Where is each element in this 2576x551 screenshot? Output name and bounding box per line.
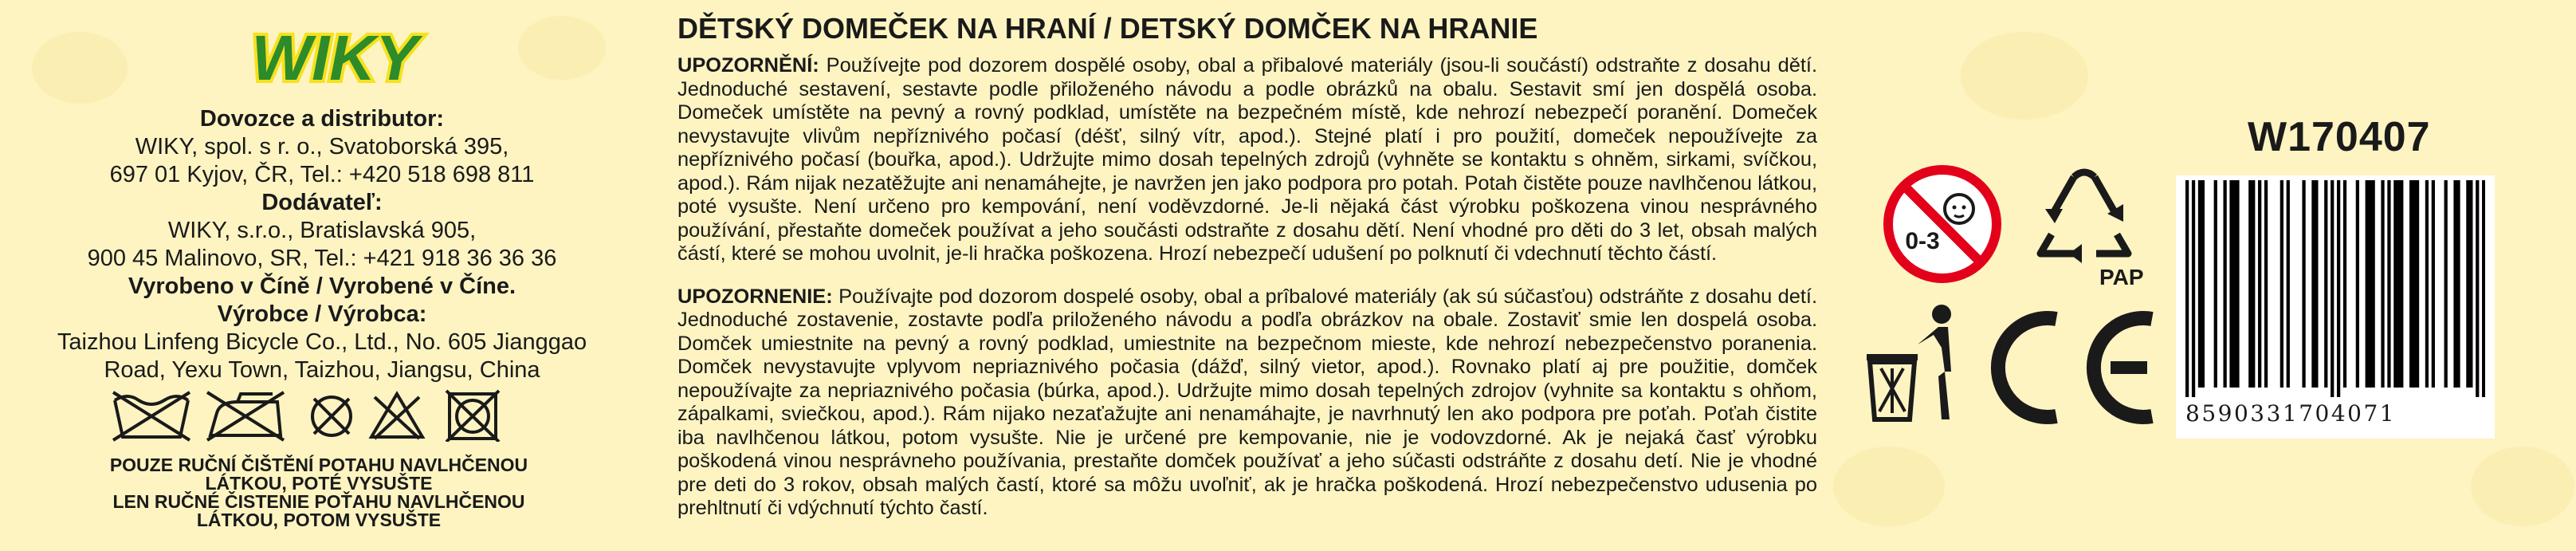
barcode-bar — [2214, 180, 2217, 388]
no-iron-icon — [207, 392, 284, 440]
barcode-bar — [2302, 180, 2305, 388]
recycle-label: PAP — [2099, 265, 2144, 289]
distributor-info — [11, 105, 633, 384]
background-decoration — [1961, 32, 2088, 120]
barcode-bar — [2409, 180, 2413, 388]
barcode-bar — [2469, 180, 2472, 388]
barcode-bar — [2432, 180, 2435, 388]
barcode-bar — [2229, 180, 2232, 388]
care-instructions — [80, 456, 558, 529]
barcode-bar — [2315, 180, 2318, 388]
no-tumble-dry-icon — [312, 397, 351, 435]
barcode-bar — [2236, 180, 2239, 388]
left-column — [0, 0, 638, 551]
care-line: LÁTKOU, POTÉ VYSUŠTE — [205, 473, 433, 494]
wiky-logo — [227, 18, 442, 97]
maker-line: Road, Yexu Town, Taizhou, Jiangsu, China — [104, 357, 540, 383]
barcode-bar — [2331, 180, 2334, 397]
barcode-bar — [2397, 180, 2400, 388]
background-decoration — [1833, 447, 1945, 526]
barcode-bar — [2324, 180, 2327, 388]
barcode-bar — [2466, 180, 2469, 388]
no-bleach-icon — [371, 394, 422, 439]
supplier-line: WIKY, s.r.o., Bratislavská 905, — [167, 218, 477, 243]
recycle-icon — [2024, 164, 2144, 265]
barcode-bar — [2192, 180, 2195, 397]
product-title: DĚTSKÝ DOMEČEK NA HRANÍ / DETSKÝ DOMČEK NA HRANIE — [677, 12, 1538, 45]
ce-mark-text: CE — [2071, 426, 2073, 427]
barcode-bar — [2252, 180, 2255, 388]
background-decoration — [2471, 447, 2574, 526]
barcode-bar — [2311, 180, 2315, 388]
barcode-bar — [2366, 180, 2369, 388]
barcode-bar — [2232, 180, 2236, 388]
barcode-bar — [2287, 180, 2290, 388]
barcode-bar — [2476, 180, 2479, 397]
barcode-bar — [2416, 180, 2419, 388]
barcode-bar — [2444, 180, 2448, 388]
barcode-bar — [2381, 180, 2384, 388]
import-line: 697 01 Kyjov, ČR, Tel.: +420 518 698 811 — [109, 162, 535, 187]
maker-heading: Výrobce / Výrobca: — [217, 301, 427, 327]
barcode-bar — [2264, 180, 2268, 388]
warning-cz — [677, 54, 1817, 266]
ce-mark-icon — [1977, 308, 2168, 427]
barcode-number: 8590331704071 — [2185, 400, 2397, 427]
barcode-bar — [2223, 180, 2226, 388]
import-line: WIKY, spol. s r. o., Svatoborská 395, — [135, 134, 509, 159]
barcode-bar — [2400, 180, 2403, 388]
barcode-bar — [2356, 180, 2359, 388]
barcode-bar — [2343, 180, 2346, 388]
import-heading: Dovozce a distributor: — [199, 106, 445, 132]
barcode-bar — [2337, 180, 2340, 397]
origin-text: Vyrobeno v Číně / Vyrobené v Číne. — [128, 274, 516, 299]
age-warning-icon — [1883, 164, 2002, 284]
product-code: W170407 — [2248, 114, 2431, 160]
barcode-bar — [2201, 180, 2205, 388]
barcode-bar — [2456, 180, 2460, 388]
barcode-bar — [2387, 180, 2390, 388]
barcode-bar — [2198, 180, 2201, 388]
warning-sk-text: Používajte pod dozorom dospelé osoby, obal a prîbalové materiály (ak sú súčasťou) odstráňte z dosahu detí. Jednoduché zostavenie, zostavte podľa priloženého návodu a podľa obrázkov na obale. Zostaviť smie len dospelá osoba. Domček umiestnite na pevný a rovný podklad, umiestnite na bezpečnom mieste, kde nehrozí nebezpečenstvo poranenia. Domček nevystavujte vplyvom nepriaznivého počasia (dážď, silný vietor, apod.). Rovnako platí aj pre použitie, domček nepoužívajte za nepriaznivého počasia (búrka, apod.). Udržujte mimo dosah tepelných zdrojov (vyhnite sa kontaktu s ohňom, zápalkami, sviečkou, apod.). Rám nijako nezaťažujte ani nenamáhajte, je navrhnutý len ako podpora pre poťah. Poťah čistite iba navlhčenou látkou, potom vysušte. Nie je určené pre kempovanie, nie je vodovzdorné. Ak je nejaká časť výrobku poškodená vinou nesprávneho používania, prestaňte domček používať a jeho súčasti odstráňte z dosahu detí. Nie je vhodné pre deti do 3 rokov, obsah malých častí, ktoré sa môžu uvoľniť, ak je hračka poškodená. Hrozí nebezpečenstvo udusenia po prehltnutí či vdýchnutí týchto častí. — [677, 285, 1817, 519]
warning-sk-label: UPOZORNENIE: — [677, 285, 833, 308]
supplier-heading: Dodávateľ: — [261, 190, 383, 215]
age-label: 0-3 — [1905, 228, 1940, 254]
waste-bin-icon — [1862, 300, 1965, 427]
supplier-line: 900 45 Malinovo, SR, Tel.: +421 918 36 36 36 — [87, 246, 557, 271]
barcode-bar — [2413, 180, 2416, 388]
barcode-bars — [2185, 180, 2485, 397]
no-wash-icon — [113, 392, 190, 440]
care-symbols — [112, 389, 526, 442]
warning-cz-text: Používejte pod dozorem dospělé osoby, obal a přibalové materiály (jsou-li součástí) odstraňte z dosahu dětí. Jednoduché sestavení, sestavte podle přiloženého návodu a podle obrázků na obalu. Sestavit smí jen dospělá osoba. Domeček umístěte na pevný a rovný podklad, umístěte na bezpečném místě, kde nehrozí nebezpečí poranění. Domeček nevystavujte vlivům nepříznivého počasí (déšť, silný vítr, apod.). Stejné platí i pro použití, domeček nepoužívejte za nepříznivého počasí (bouřka, apod.). Udržujte mimo dosah tepelných zdrojů (vyhněte se kontaktu s ohněm, sirkami, svíčkou, apod.). Rám nijak nezatěžujte ani nenamáhejte, je navržen jen jako podpora pro potah. Potah čistěte pouze navlhčenou látkou, poté vysušte. Není určeno pro kempování, není voděvzdorné. Je-li nějaká část výrobku poškozena vinou nesprávného používání, přestaňte domeček používat a jeho součásti odstraňte z dosahu dětí. Není vhodné pro děti do 3 let, obsah malých částí, které se mohou uvolnit, je-li hračka poškozena. Hrozí nebezpečí udušení po polknutí či vdechnutí těchto částí. — [677, 54, 1817, 265]
warning-cz-label: UPOZORNĚNÍ: — [677, 54, 819, 77]
barcode-bar — [2185, 180, 2189, 397]
barcode-bar — [2258, 180, 2261, 388]
no-dry-clean-icon — [446, 391, 499, 442]
barcode-bar — [2372, 180, 2375, 388]
barcode — [2176, 175, 2495, 439]
logo-text: WIKY — [251, 22, 418, 93]
warning-column — [677, 11, 1817, 521]
barcode-bar — [2453, 180, 2456, 388]
barcode-bar — [2248, 180, 2252, 388]
barcode-bar — [2425, 180, 2429, 388]
barcode-bar — [2393, 180, 2397, 388]
maker-line: Taizhou Linfeng Bicycle Co., Ltd., No. 605 Jianggao — [57, 329, 587, 355]
warning-sk — [677, 285, 1817, 521]
care-line: LEN RUČNÉ ČISTENIE POŤAHU NAVLHČENOU — [112, 491, 525, 512]
barcode-bar — [2369, 180, 2372, 388]
barcode-bar — [2280, 180, 2283, 388]
barcode-bar — [2482, 180, 2485, 397]
care-line: LÁTKOU, POTOM VYSUŠTE — [196, 510, 442, 530]
care-line: POUZE RUČNÍ ČIŠTĚNÍ POTAHU NAVLHČENOU — [109, 455, 528, 475]
